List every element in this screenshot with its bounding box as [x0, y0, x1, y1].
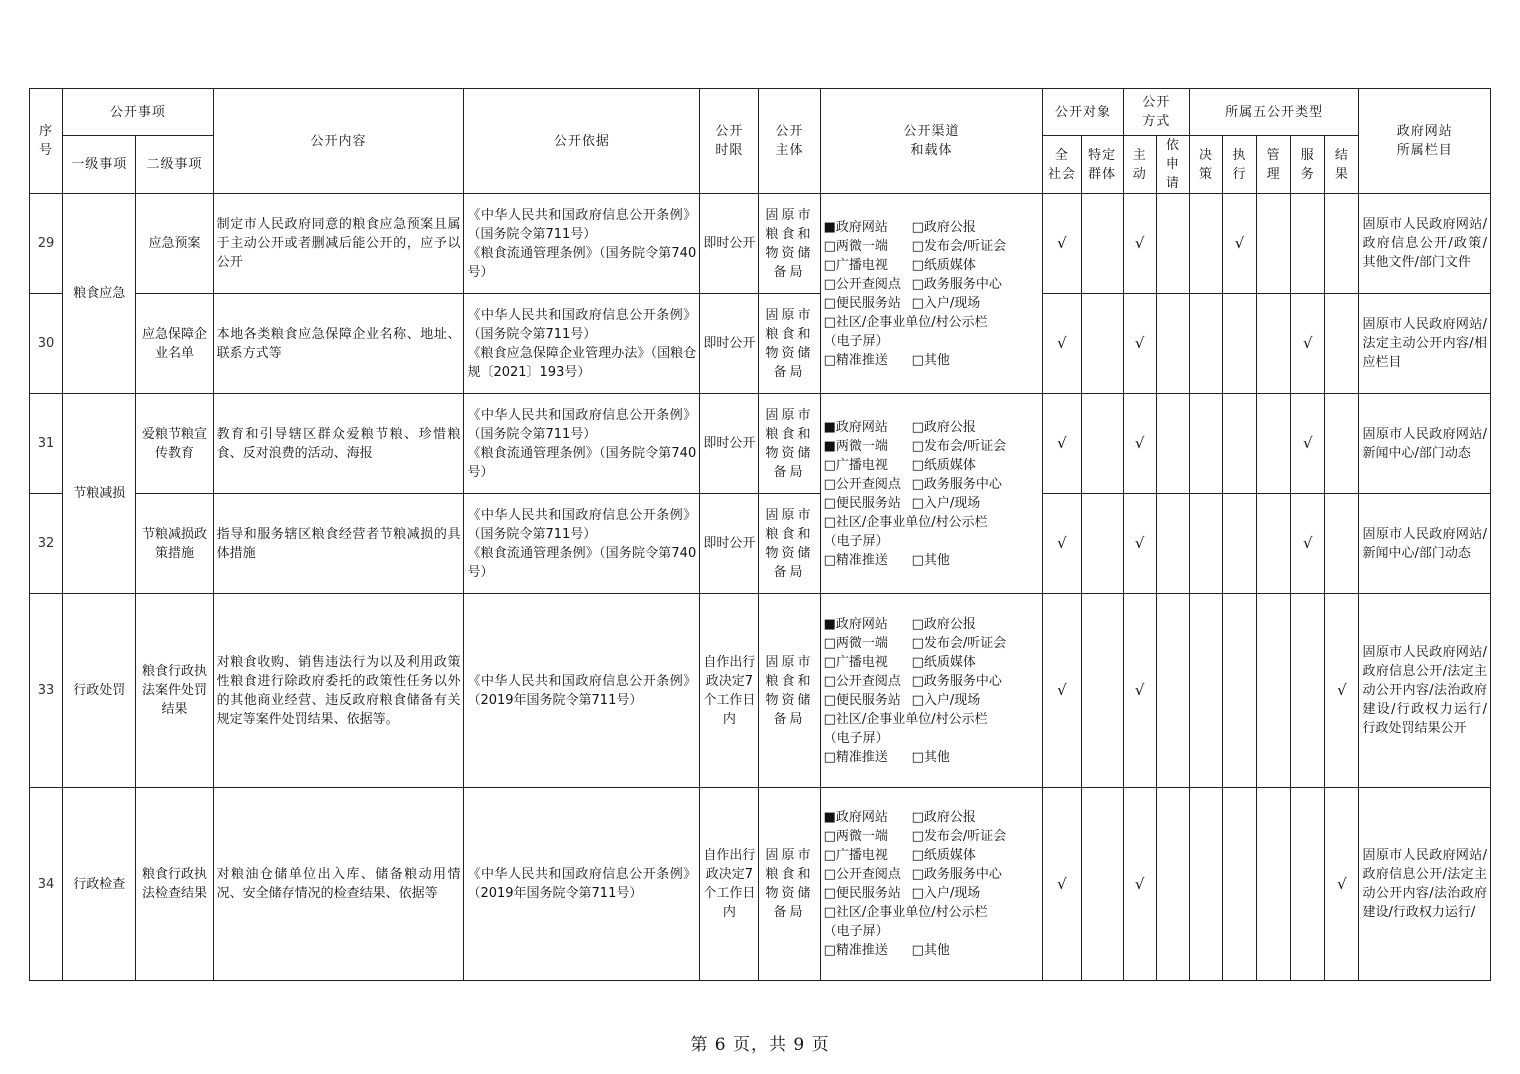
channel-line: [824, 256, 1040, 275]
subject-cell: 固原市粮食和物资储备局: [759, 494, 820, 594]
header-channel-text: 公开渠道 和载体: [903, 124, 960, 158]
subject-cell: 固原市粮食和物资储备局: [759, 394, 820, 494]
five-result-cell: [1325, 494, 1359, 594]
deadline-cell: 自作出行政决定7个工作日内: [700, 788, 759, 981]
header-basis: 公开依据: [464, 89, 700, 194]
five-result-cell: [1325, 394, 1359, 494]
channel-line: [824, 672, 1040, 691]
channel-line: [824, 532, 1040, 551]
channel-option: □社区/企事业单位/村公示栏: [823, 905, 988, 920]
level1-item: 行政处罚: [63, 594, 136, 788]
channel-option: □公开查阅点: [823, 673, 901, 689]
five-decision-cell: [1189, 788, 1222, 981]
header-deadline: [700, 89, 759, 194]
channel-option: □政府公报: [911, 810, 976, 825]
five-decision-cell: [1189, 594, 1222, 788]
header-five-execution: [1223, 136, 1257, 194]
disclosure-table: [29, 88, 1491, 981]
five-execution-cell: [1223, 394, 1257, 494]
channel-line: [824, 903, 1040, 922]
channel-option: □精准推送: [823, 749, 888, 765]
header-method-active-text: 主 动: [1132, 147, 1147, 182]
check-mark: √: [1057, 234, 1067, 252]
check-mark: √: [1134, 534, 1145, 552]
five-result-cell: [1325, 594, 1359, 788]
header-five-service: [1291, 136, 1325, 194]
channel-option: □其他: [911, 352, 950, 368]
header-seq: [30, 89, 63, 194]
channel-option: □政府公报: [911, 616, 976, 632]
five-execution-cell: [1223, 788, 1257, 981]
table-row: [30, 594, 1491, 788]
audience-all-cell: [1043, 194, 1081, 294]
gov-column-cell: 固原市人民政府网站/新闻中心/部门动态: [1359, 494, 1491, 594]
channel-option: □政务服务中心: [911, 673, 1002, 689]
table-row: [30, 788, 1491, 981]
channel-option: □社区/企事业单位/村公示栏: [823, 514, 988, 530]
audience-specific-cell: [1081, 194, 1123, 294]
audience-specific-cell: [1081, 788, 1123, 981]
five-execution-cell: [1223, 494, 1257, 594]
header-five-management-text: 管 理: [1266, 147, 1281, 182]
audience-all-cell: [1043, 788, 1081, 981]
five-decision-cell: [1189, 294, 1222, 394]
channel-line: [824, 865, 1040, 884]
channel-option: □入户/现场: [911, 295, 981, 311]
channel-line: [824, 827, 1040, 846]
header-items-group: 公开事项: [63, 89, 214, 136]
header-five-group: 所属五公开类型: [1189, 89, 1359, 136]
table-row: [30, 394, 1491, 494]
channel-option: ■政府网站: [823, 616, 888, 632]
table-row: [30, 294, 1491, 394]
channel-line: [824, 551, 1040, 570]
channel-option: □精准推送: [823, 352, 888, 368]
five-service-cell: [1291, 788, 1325, 981]
method-active-cell: [1123, 494, 1156, 594]
level2-item: 应急预案: [136, 194, 213, 294]
method-request-cell: [1156, 294, 1189, 394]
subject-cell: 固原市粮食和物资储备局: [759, 194, 820, 294]
audience-specific-cell: [1081, 294, 1123, 394]
header-subject-text: 公开 主体: [775, 124, 804, 158]
five-service-cell: [1291, 594, 1325, 788]
header-channel: [820, 89, 1043, 194]
page-footer: 第 6 页，共 9 页: [690, 1035, 830, 1055]
subject-cell: 固原市粮食和物资储备局: [759, 594, 820, 788]
five-management-cell: [1257, 594, 1291, 788]
channel-option: □两微一端: [823, 635, 888, 651]
table-header: [30, 89, 1491, 194]
basis-cell: [464, 194, 700, 294]
check-mark: √: [1057, 534, 1067, 552]
channel-option: □两微一端: [823, 829, 888, 844]
header-method-active: [1123, 136, 1156, 194]
row-seq: 34: [30, 788, 63, 981]
channel-option: （电子屏）: [823, 730, 889, 746]
channel-option: □两微一端: [823, 238, 888, 254]
check-mark: √: [1337, 681, 1347, 699]
channel-option: □入户/现场: [911, 692, 981, 708]
header-audience-group: 公开对象: [1043, 89, 1123, 136]
basis-text: 《中华人民共和国政府信息公开条例》（国务院令第711号） 《粮食流通管理条例》（国务院令第740号）: [467, 407, 697, 480]
level2-item: 粮食行政执法案件处罚结果: [136, 594, 213, 788]
method-request-cell: [1156, 494, 1189, 594]
channel-option: □公开查阅点: [823, 867, 901, 882]
audience-specific-cell: [1081, 394, 1123, 494]
method-active-cell: [1123, 394, 1156, 494]
header-gov-column-text: 政府网站 所属栏目: [1396, 124, 1453, 158]
audience-all-cell: [1043, 594, 1081, 788]
basis-text: 《中华人民共和国政府信息公开条例》（国务院令第711号） 《粮食流通管理条例》（国务院令第740号）: [467, 507, 697, 580]
header-five-decision: [1189, 136, 1222, 194]
method-active-cell: [1123, 594, 1156, 788]
five-service-cell: [1291, 494, 1325, 594]
check-mark: √: [1134, 234, 1145, 252]
table-row: [30, 494, 1491, 594]
level2-item: 爱粮节粮宣传教育: [136, 394, 213, 494]
content-cell: 对粮食收购、销售违法行为以及利用政策性粮食进行除政府委托的政策性任务以外的其他商业经营、违反政府粮食储备有关规定等案件处罚结果、依据等。: [213, 594, 464, 788]
check-mark: √: [1234, 234, 1245, 252]
channel-option: □精准推送: [823, 552, 888, 568]
channel-option: □精准推送: [823, 943, 888, 958]
audience-all-cell: [1043, 394, 1081, 494]
audience-all-cell: [1043, 494, 1081, 594]
channel-option: □政府公报: [911, 219, 976, 235]
five-execution-cell: [1223, 194, 1257, 294]
header-seq-text: 序 号: [39, 124, 54, 158]
content-cell: 制定市人民政府同意的粮食应急预案且属于主动公开或者删减后能公开的，应予以公开: [213, 194, 464, 294]
method-request-cell: [1156, 788, 1189, 981]
five-management-cell: [1257, 194, 1291, 294]
check-mark: √: [1057, 334, 1067, 352]
check-mark: √: [1134, 334, 1145, 352]
level2-item: 节粮减损政策措施: [136, 494, 213, 594]
channel-option: □公开查阅点: [823, 276, 901, 292]
header-gov-column: [1359, 89, 1491, 194]
channel-line: [824, 941, 1040, 960]
channel-cell: [820, 394, 1043, 594]
basis-text: 《中华人民共和国政府信息公开条例》（国务院令第711号） 《粮食应急保障企业管理办法》（国粮仓规〔2021〕193号）: [467, 307, 697, 380]
five-management-cell: [1257, 494, 1291, 594]
channel-option: □其他: [911, 943, 950, 958]
channel-line: [824, 313, 1040, 332]
channel-option: □便民服务站: [823, 886, 901, 901]
channel-option: □公开查阅点: [823, 476, 901, 492]
check-mark: √: [1134, 874, 1145, 893]
header-audience-all-text: 全 社会: [1047, 147, 1076, 182]
header-deadline-text: 公开 时限: [715, 124, 744, 158]
audience-specific-cell: [1081, 594, 1123, 788]
level2-item: 应急保障企业名单: [136, 294, 213, 394]
check-mark: √: [1302, 534, 1313, 552]
five-service-cell: [1291, 294, 1325, 394]
channel-option: ■政府网站: [823, 810, 888, 825]
channel-line: [824, 710, 1040, 729]
five-management-cell: [1257, 788, 1291, 981]
method-active-cell: [1123, 294, 1156, 394]
basis-text: 《中华人民共和国政府信息公开条例》（国务院令第711号） 《粮食流通管理条例》（国务院令第740号）: [467, 207, 697, 280]
basis-text: 《中华人民共和国政府信息公开条例》（2019年国务院令第711号）: [467, 673, 697, 708]
channel-line: [824, 729, 1040, 748]
five-management-cell: [1257, 294, 1291, 394]
level1-item: 节粮减损: [63, 394, 136, 594]
channel-line: [824, 437, 1040, 456]
header-audience-specific-text: 特定 群体: [1088, 147, 1117, 182]
channel-option: □纸质媒体: [911, 654, 976, 670]
gov-column-cell: 固原市人民政府网站/法定主动公开内容/相应栏目: [1359, 294, 1491, 394]
channel-option: □便民服务站: [823, 495, 901, 511]
gov-column-cell: 固原市人民政府网站/政府信息公开/法定主动公开内容/法治政府建设/行政权力运行/行政处罚结果公开: [1359, 594, 1491, 788]
channel-option: □其他: [911, 749, 950, 765]
header-method-request: [1156, 136, 1189, 194]
gov-column-cell: 固原市人民政府网站/政府信息公开/政策/其他文件/部门文件: [1359, 194, 1491, 294]
subject-cell: 固原市粮食和物资储备局: [759, 294, 820, 394]
channel-option: □便民服务站: [823, 692, 901, 708]
five-service-cell: [1291, 394, 1325, 494]
channel-option: □广播电视: [823, 848, 888, 863]
header-method-group-text: 公开 方式: [1142, 95, 1171, 129]
channel-line: [824, 653, 1040, 672]
five-execution-cell: [1223, 594, 1257, 788]
header-five-decision-text: 决 策: [1198, 147, 1213, 182]
row-seq: 31: [30, 394, 63, 494]
level2-item: 粮食行政执法检查结果: [136, 788, 213, 981]
header-five-service-text: 服 务: [1300, 147, 1315, 182]
five-execution-cell: [1223, 294, 1257, 394]
channel-option: ■政府网站: [823, 219, 888, 235]
audience-specific-cell: [1081, 494, 1123, 594]
check-mark: √: [1057, 434, 1067, 452]
content-cell: 教育和引导辖区群众爱粮节粮、珍惜粮食、反对浪费的活动、海报: [213, 394, 464, 494]
header-five-management: [1257, 136, 1291, 194]
five-decision-cell: [1189, 494, 1222, 594]
row-seq: 30: [30, 294, 63, 394]
check-mark: √: [1134, 681, 1145, 699]
basis-cell: [464, 394, 700, 494]
five-decision-cell: [1189, 194, 1222, 294]
row-seq: 33: [30, 594, 63, 788]
channel-option: （电子屏）: [823, 333, 889, 349]
channel-line: [824, 218, 1040, 237]
content-cell: 本地各类粮食应急保障企业名称、地址、联系方式等: [213, 294, 464, 394]
channel-option: □发布会/听证会: [911, 635, 1007, 651]
channel-option: □纸质媒体: [911, 848, 976, 863]
basis-cell: [464, 788, 700, 981]
channel-line: [824, 922, 1040, 941]
channel-line: [824, 615, 1040, 634]
channel-option: □政务服务中心: [911, 867, 1002, 882]
channel-option: □政务服务中心: [911, 476, 1002, 492]
deadline-cell: 即时公开: [700, 494, 759, 594]
header-method-request-text: 依 申 请: [1165, 138, 1180, 191]
channel-option: ■政府网站: [823, 419, 888, 435]
header-level2: 二级事项: [136, 136, 213, 194]
channel-line: [824, 808, 1040, 827]
subject-cell: 固原市粮食和物资储备局: [759, 788, 820, 981]
five-result-cell: [1325, 194, 1359, 294]
header-subject: [759, 89, 820, 194]
header-five-execution-text: 执 行: [1232, 147, 1247, 182]
channel-line: [824, 275, 1040, 294]
channel-line: [824, 513, 1040, 532]
deadline-cell: 即时公开: [700, 394, 759, 494]
check-mark: √: [1302, 334, 1313, 352]
channel-option: □广播电视: [823, 457, 888, 473]
deadline-cell: 即时公开: [700, 294, 759, 394]
table-body: [30, 194, 1491, 981]
basis-cell: [464, 494, 700, 594]
channel-cell: [820, 194, 1043, 394]
check-mark: √: [1057, 681, 1067, 699]
gov-column-cell: 固原市人民政府网站/新闻中心/部门动态: [1359, 394, 1491, 494]
method-request-cell: [1156, 394, 1189, 494]
channel-line: [824, 475, 1040, 494]
channel-option: ■两微一端: [823, 438, 888, 454]
channel-line: [824, 691, 1040, 710]
channel-option: □广播电视: [823, 654, 888, 670]
channel-option: □纸质媒体: [911, 257, 976, 273]
channel-option: □社区/企事业单位/村公示栏: [823, 711, 988, 727]
header-five-result: [1325, 136, 1359, 194]
method-request-cell: [1156, 194, 1189, 294]
channel-option: □纸质媒体: [911, 457, 976, 473]
channel-line: [824, 456, 1040, 475]
channel-line: [824, 748, 1040, 767]
channel-option: □入户/现场: [911, 495, 981, 511]
content-cell: 对粮油仓储单位出入库、储备粮动用情况、安全储存情况的检查结果、依据等: [213, 788, 464, 981]
channel-line: [824, 237, 1040, 256]
audience-all-cell: [1043, 294, 1081, 394]
check-mark: √: [1134, 434, 1145, 452]
gov-column-cell: 固原市人民政府网站/政府信息公开/法定主动公开内容/法治政府建设/行政权力运行/: [1359, 788, 1491, 981]
channel-option: □政务服务中心: [911, 276, 1002, 292]
channel-option: □发布会/听证会: [911, 438, 1007, 454]
check-mark: √: [1337, 874, 1347, 893]
channel-line: [824, 294, 1040, 313]
channel-option: □便民服务站: [823, 295, 901, 311]
channel-option: （电子屏）: [823, 533, 889, 549]
level1-item: 粮食应急: [63, 194, 136, 394]
channel-line: [824, 634, 1040, 653]
channel-option: □发布会/听证会: [911, 829, 1007, 844]
channel-line: [824, 351, 1040, 370]
row-seq: 29: [30, 194, 63, 294]
header-level1: 一级事项: [63, 136, 136, 194]
table-row: [30, 194, 1491, 294]
content-cell: 指导和服务辖区粮食经营者节粮减损的具体措施: [213, 494, 464, 594]
row-seq: 32: [30, 494, 63, 594]
header-five-result-text: 结 果: [1334, 147, 1349, 182]
channel-line: [824, 884, 1040, 903]
channel-cell: [820, 788, 1043, 981]
channel-line: [824, 332, 1040, 351]
five-result-cell: [1325, 788, 1359, 981]
method-request-cell: [1156, 594, 1189, 788]
channel-option: □入户/现场: [911, 886, 981, 901]
header-audience-all: [1043, 136, 1081, 194]
five-service-cell: [1291, 194, 1325, 294]
channel-cell: [820, 594, 1043, 788]
channel-line: [824, 418, 1040, 437]
deadline-cell: 自作出行政决定7个工作日内: [700, 594, 759, 788]
deadline-cell: 即时公开: [700, 194, 759, 294]
basis-text: 《中华人民共和国政府信息公开条例》（2019年国务院令第711号）: [467, 867, 697, 901]
method-active-cell: [1123, 788, 1156, 981]
channel-option: □社区/企事业单位/村公示栏: [823, 314, 988, 330]
channel-option: □发布会/听证会: [911, 238, 1007, 254]
check-mark: √: [1302, 434, 1313, 452]
channel-line: [824, 494, 1040, 513]
five-management-cell: [1257, 394, 1291, 494]
header-content: 公开内容: [213, 89, 464, 194]
basis-cell: [464, 294, 700, 394]
basis-cell: [464, 594, 700, 788]
header-method-group: [1123, 89, 1189, 136]
five-decision-cell: [1189, 394, 1222, 494]
five-result-cell: [1325, 294, 1359, 394]
channel-option: □政府公报: [911, 419, 976, 435]
channel-option: □广播电视: [823, 257, 888, 273]
header-audience-specific: [1081, 136, 1123, 194]
channel-option: □其他: [911, 552, 950, 568]
channel-line: [824, 846, 1040, 865]
check-mark: √: [1057, 874, 1067, 893]
level1-item: 行政检查: [63, 788, 136, 981]
method-active-cell: [1123, 194, 1156, 294]
channel-option: （电子屏）: [823, 924, 889, 939]
